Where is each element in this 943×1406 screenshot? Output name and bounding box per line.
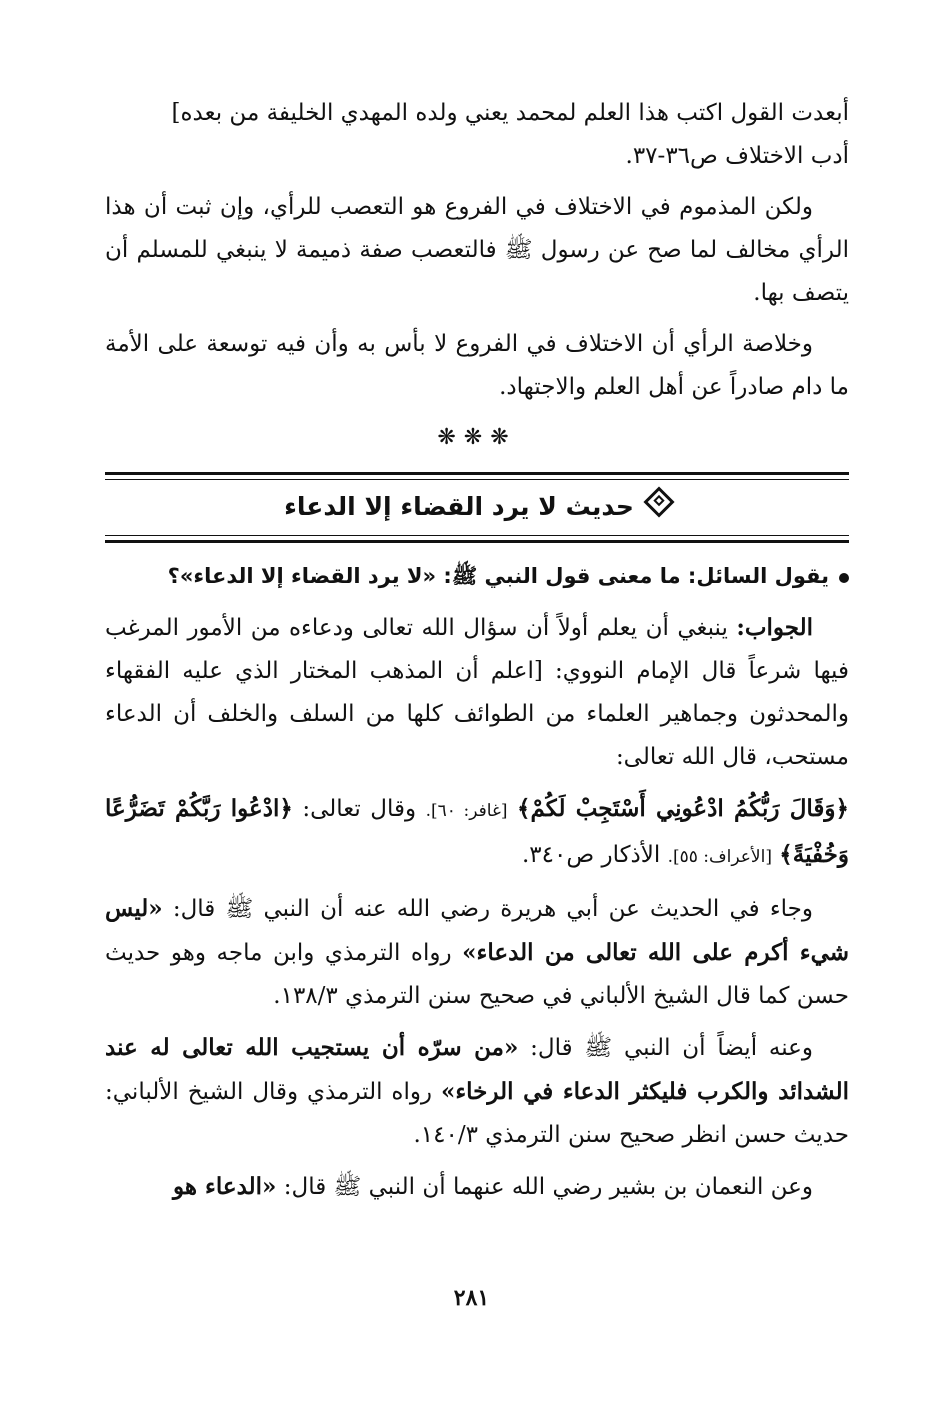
page-number: ٢٨١: [453, 1285, 490, 1311]
page-body: [105, 92, 849, 1209]
bullet-icon: [839, 573, 849, 583]
verses-paragraph: [105, 787, 849, 879]
paragraph-blame: ولكن المذموم في الاختلاف في الفروع هو التعصب للرأي، وإن ثبت أن هذا الرأي مخالف لما صح عن رسول ﷺ فالتعصب صفة ذميمة لا ينبغي للمسلم أن يتصف بها.: [105, 194, 849, 306]
heading-rule-bottom: [105, 535, 849, 543]
quran-verse: ﴿ادْعُوا رَبَّكُمْ تَضَرُّعًا وَخُفْيَةً﴾: [105, 795, 849, 868]
hadith-paragraph: [105, 1165, 849, 1209]
hadith-source: رواه الترمذي وقال الشيخ الألباني: حديث حسن انظر صحيح سنن الترمذي ١٤٠/٣.: [105, 1079, 849, 1148]
hadith-text: «الدعاء هو: [173, 1173, 277, 1200]
text-line: أبعدت القول اكتب هذا العلم لمحمد يعني ولده المهدي الخليفة من بعده]: [171, 100, 849, 126]
hadith-paragraph: [105, 887, 849, 1018]
verse-reference: [الأعراف: ٥٥].: [667, 847, 772, 867]
answer-paragraph: [105, 606, 849, 779]
hadith-intro: وعنه أيضاً أن النبي ﷺ قال:: [530, 1035, 813, 1061]
quran-verse: ﴿وَقَالَ رَبُّكُمُ ادْعُونِي أَسْتَجِبْ لَكُمْ﴾: [517, 795, 849, 822]
hadith-text: «من سرّه أن يستجيب الله تعالى له عند الشدائد والكرب فليكثر الدعاء في الرخاء»: [105, 1034, 849, 1105]
verse-reference: [غافر: ٦٠].: [425, 801, 508, 821]
question-text: ما معنى قول النبي ﷺ: «لا يرد القضاء إلا الدعاء»؟: [167, 564, 681, 588]
hadith-intro: وجاء في الحديث عن أبي هريرة رضي الله عنه أن النبي ﷺ قال:: [172, 896, 813, 922]
hadith-text: «ليس شيء أكرم على الله تعالى من الدعاء»: [105, 895, 850, 966]
heading-rule-top: [105, 472, 849, 480]
section-heading: [105, 480, 849, 535]
question-paragraph: [105, 555, 849, 598]
paragraph-conclusion: وخلاصة الرأي أن الاختلاف في الفروع لا بأس به وأن فيه توسعة على الأمة ما دام صادراً عن أهل العلم والاجتهاد.: [105, 331, 849, 400]
answer-label: الجواب:: [736, 614, 814, 641]
verse-connector: وقال تعالى:: [302, 796, 417, 822]
paragraph-continuation: [105, 92, 849, 178]
section-title: حديث لا يرد القضاء إلا الدعاء: [284, 492, 634, 521]
section-separator: ❋❋❋: [437, 425, 517, 450]
question-lead: يقول السائل:: [687, 564, 829, 588]
hadith-paragraph: [105, 1026, 849, 1157]
source-citation: الأذكار ص٣٤٠.: [521, 842, 661, 868]
answer-text: ينبغي أن يعلم أولاً أن سؤال الله تعالى ودعاءه من الأمور المرغب فيها شرعاً قال الإمام النووي: [اعلم أن المذهب المختار الذي عليه الفقهاء والمحدثون وجماهير العلماء من الطوائف كلها من السلف والخلف أن الدعاء مستحب، قال الله تعالى:: [105, 615, 849, 770]
hadith-intro: وعن النعمان بن بشير رضي الله عنهما أن النبي ﷺ قال:: [283, 1174, 813, 1200]
text-line: أدب الاختلاف ص٣٦-٣٧.: [625, 143, 849, 169]
hadith-source: رواه الترمذي وابن ماجه وهو حديث حسن كما قال الشيخ الألباني في صحيح سنن الترمذي ١٣٨/٣.: [105, 940, 849, 1009]
diamond-icon: [643, 486, 674, 517]
